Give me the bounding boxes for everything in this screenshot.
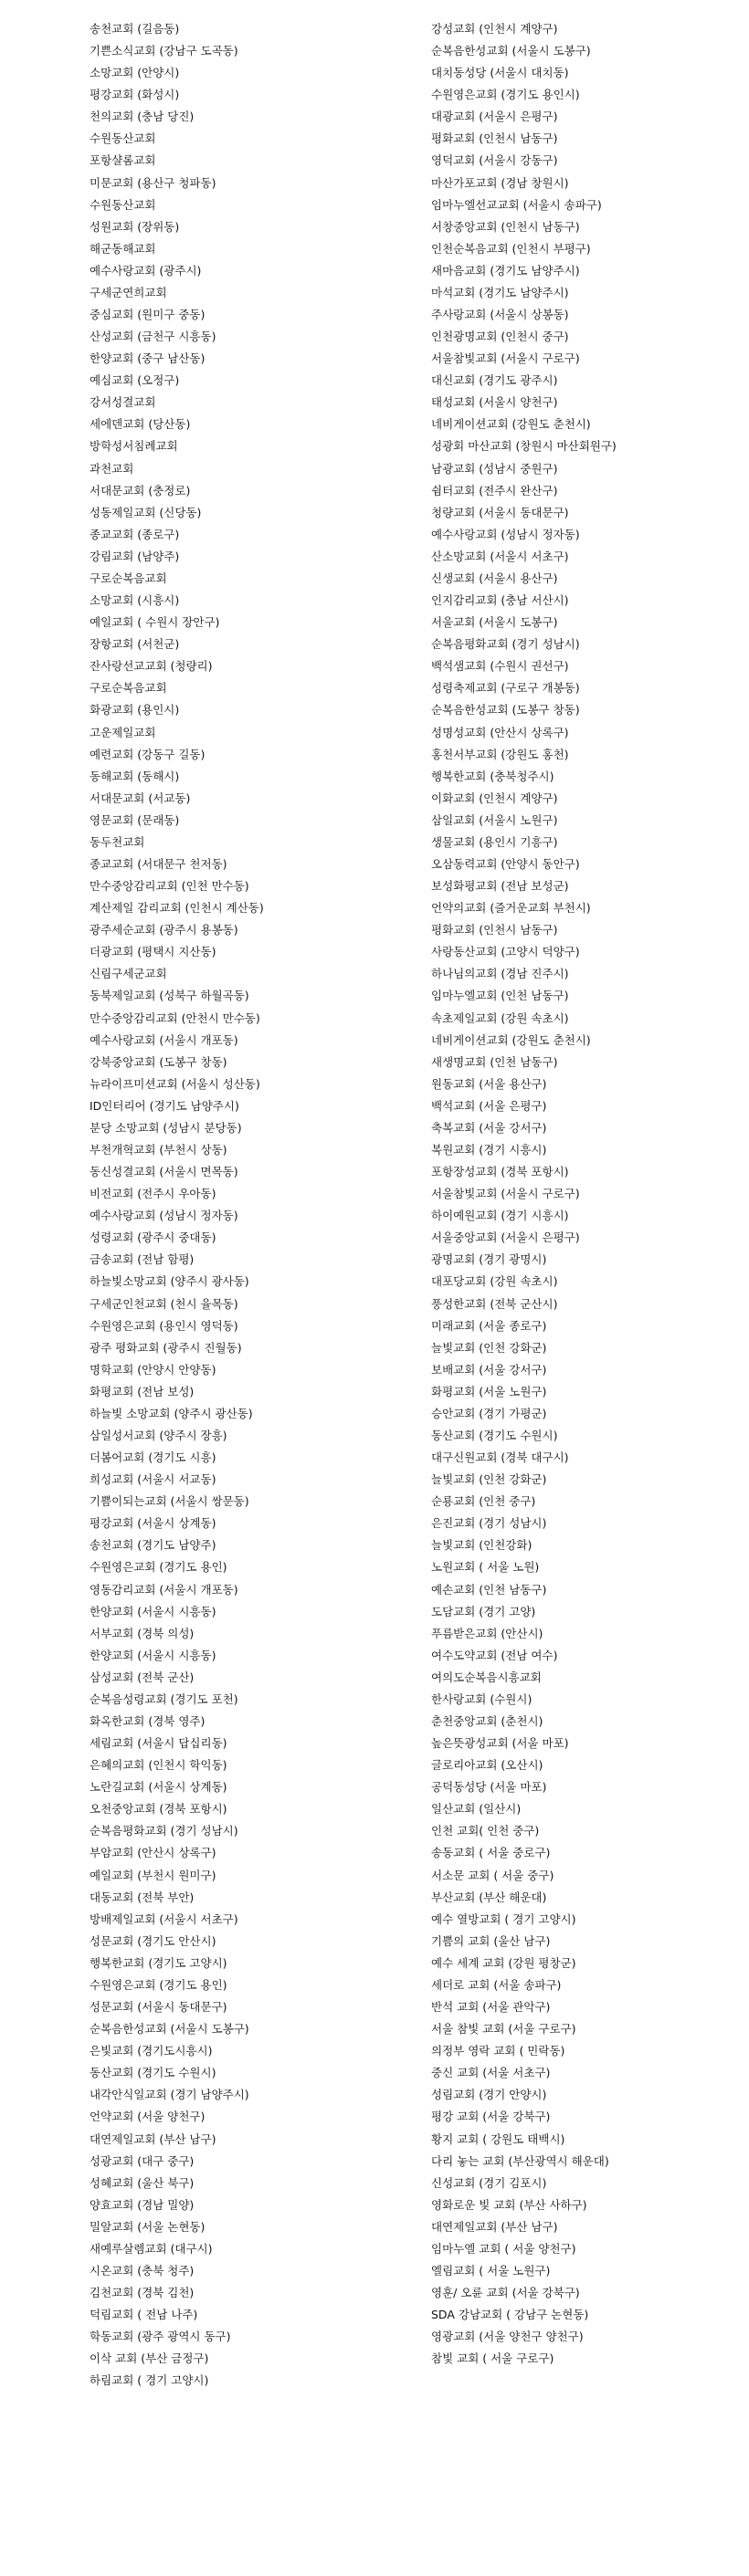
church-list-item: 영동감리교회 (서울시 개포동) — [90, 1582, 238, 1597]
church-list-item: 인지감리교회 (충남 서산시) — [431, 593, 569, 608]
church-list-item: 서부교회 (경북 의성) — [90, 1626, 195, 1640]
church-list-item: 인천순복음교회 (인천시 부평구) — [431, 241, 591, 256]
church-list-item: 성명성교회 (안산시 상록구) — [431, 725, 569, 739]
church-list-item: 한사랑교회 (수원시) — [431, 1691, 533, 1706]
church-list-item: 서소문 교회 ( 서울 중구) — [431, 1868, 554, 1882]
church-list-item: 미문교회 (용산구 청파동) — [90, 175, 216, 190]
church-list-item: 삼성교회 (전북 군산) — [90, 1670, 195, 1684]
church-list-item: 백석교회 (서울 은평구) — [431, 1098, 547, 1113]
church-list-item: 황지 교회 ( 강원도 태백시) — [431, 2131, 565, 2146]
church-list-item: 태성교회 (서울시 양천구) — [431, 395, 558, 410]
church-list-item: 종교교회 (서대문구 천저동) — [90, 856, 227, 871]
church-list-item: 평강 교회 (서울 강북구) — [431, 2110, 551, 2124]
church-list-item: 한양교회 (서울시 시흥동) — [90, 1604, 216, 1618]
church-list-item: 강림교회 (남양주) — [90, 549, 180, 563]
church-list-item: 잔사랑선교교회 (청량리) — [90, 659, 213, 674]
church-list-item: 주사랑교회 (서울시 상봉동) — [431, 308, 569, 322]
church-list-item: 백석샘교회 (수원시 권선구) — [431, 659, 569, 674]
church-list-item: 예손교회 (인천 남동구) — [431, 1582, 547, 1597]
church-list-item: 화평교회 (전남 보성) — [90, 1384, 195, 1398]
church-list-item: 장항교회 (서천군) — [90, 637, 180, 652]
church-list-item: 성문교회 (경기도 안산시) — [90, 1933, 216, 1948]
church-list-item: 시온교회 (충북 청주) — [90, 2263, 195, 2278]
church-list-item: 대신교회 (경기도 광주시) — [431, 373, 558, 388]
church-list-item: 산성교회 (금천구 시흥동) — [90, 330, 216, 344]
church-list-item: 방학성서침례교회 — [90, 439, 178, 454]
church-list-item: 서울교회 (서울시 도봉구) — [431, 615, 558, 630]
church-list-item: 포항샬롬교회 — [90, 153, 156, 168]
church-list-item: 예수사랑교회 (성남시 정자동) — [90, 1209, 238, 1223]
church-list-item: 서대문교회 (충정로) — [90, 483, 191, 497]
church-list-item: 평강교회 (화성시) — [90, 88, 180, 102]
church-list-item: 화광교회 (용인시) — [90, 703, 180, 717]
church-list-item: 소망교회 (안양시) — [90, 66, 180, 80]
church-list-item: 사랑동산교회 (고양시 덕양구) — [431, 945, 580, 959]
church-list-item: 송동교회 ( 서울 중로구) — [431, 1846, 551, 1860]
church-list-item: 비전교회 (전주시 우아동) — [90, 1187, 216, 1201]
church-list-item: 산소망교회 (서울시 서초구) — [431, 549, 569, 563]
church-list-item: 평화교회 (인천시 남동구) — [431, 131, 558, 146]
church-list-item: 예일교회 ( 수원시 장안구) — [90, 615, 220, 630]
church-list-item: 참빛 교회 ( 서울 구로구) — [431, 2351, 554, 2366]
church-list-item: 청량교회 (서울시 동대문구) — [431, 505, 569, 519]
church-list-item: 높은뜻광성교회 (서울 마포) — [431, 1736, 569, 1751]
church-list-item: 은혜의교회 (인천시 학익동) — [90, 1758, 227, 1773]
church-list-item: 대연제일교회 (부산 남구) — [90, 2131, 216, 2146]
church-list-item: 명학교회 (안양시 안양동) — [90, 1362, 216, 1377]
church-list-item: 송천교회 (경기도 남양주) — [90, 1538, 216, 1553]
church-list-item: 강서성결교회 — [90, 395, 156, 410]
church-list-item: 네비게이션교회 (강원도 춘천시) — [431, 417, 591, 432]
church-list-item: 수원영은교회 (경기도 용인) — [90, 1977, 227, 1992]
church-list-item: 부산교회 (부산 해운대) — [431, 1890, 547, 1904]
church-list-item: 강성교회 (인천시 계양구) — [431, 22, 558, 36]
church-list-item: 양효교회 (경남 밀양) — [90, 2197, 195, 2212]
church-list-item: 영광교회 (서울 양천구 양천구) — [431, 2330, 584, 2344]
church-list-item: 순복음한성교회 (서울시 도봉구) — [431, 44, 591, 58]
church-list-item: 대광교회 (서울시 은평구) — [431, 110, 558, 124]
church-list-item: 여의도순복음시흥교회 — [431, 1670, 542, 1684]
church-list-item: 엘림교회 ( 서울 노원구) — [431, 2263, 551, 2278]
church-list-item: 평화교회 (인천시 남동구) — [431, 923, 558, 937]
church-list-item: 서울 참빛 교회 (서울 구로구) — [431, 2022, 576, 2037]
church-list-item: 대동교회 (전북 부안) — [90, 1890, 195, 1904]
church-list-item: 순복음한성교회 (서울시 도봉구) — [90, 2022, 249, 2037]
church-list-item: 광주 평화교회 (광주시 진월동) — [90, 1340, 242, 1355]
church-list-item: 구로순복음교회 — [90, 681, 167, 696]
church-list-item: 영훈/ 오륜 교회 (서울 강북구) — [431, 2286, 580, 2300]
church-list-item: 예수사랑교회 (광주시) — [90, 263, 202, 277]
church-list-item: 분당 소망교회 (성남시 분당동) — [90, 1120, 242, 1135]
church-list-item: 대구신원교회 (경북 대구시) — [431, 1450, 569, 1465]
church-list-item: 수원영은교회 (용인시 영덕동) — [90, 1318, 238, 1333]
church-list-item: 복원교회 (경기 시흥시) — [431, 1142, 547, 1157]
church-list-item: 화평교회 (서울 노원구) — [431, 1384, 547, 1398]
church-list-item: 수원영은교회 (경기도 용인) — [90, 1560, 227, 1575]
church-list-item: 서울참빛교회 (서울시 구로구) — [431, 1187, 580, 1201]
church-list-item: 의정부 영락 교회 ( 민락동) — [431, 2044, 565, 2058]
church-list-item: 기쁜소식교회 (강남구 도곡동) — [90, 44, 238, 58]
church-list-item: 고운제일교회 — [90, 725, 156, 739]
church-list-item: 서울중앙교회 (서울시 은평구) — [431, 1230, 580, 1245]
church-list-item: 성령교회 (광주시 중대동) — [90, 1230, 216, 1245]
church-list-item: 보배교회 (서울 강서구) — [431, 1362, 547, 1377]
church-list-item: 밀알교회 (서울 논현동) — [90, 2219, 206, 2234]
church-list-item: 광주세순교회 (광주시 용봉동) — [90, 923, 238, 937]
church-list-item: 서창중앙교회 (인천시 남동구) — [431, 219, 580, 234]
church-list-item: 마산가포교회 (경남 창원시) — [431, 175, 569, 190]
church-list-item: 오천중앙교회 (경북 포항시) — [90, 1802, 227, 1817]
church-list-item: 속초제일교회 (강원 속초시) — [431, 1011, 569, 1025]
church-list-item: 예수 세계 교회 (강원 평창군) — [431, 1955, 576, 1970]
church-list-item: 홍천서부교회 (강원도 홍천) — [431, 747, 569, 761]
church-list-item: 새마음교회 (경기도 남양주시) — [431, 263, 580, 277]
church-list-item: 공덕동성당 (서울 마포) — [431, 1780, 547, 1795]
church-list-item: 예수 열방교회 ( 경기 고양시) — [431, 1911, 576, 1926]
church-list-item: 언약의교회 (즐거운교회 부천시) — [431, 901, 591, 916]
church-list-item: 해군동해교회 — [90, 241, 156, 256]
church-list-item: 중심교회 (원미구 중동) — [90, 308, 206, 322]
church-list-item: 희성교회 (서울시 서교동) — [90, 1472, 216, 1487]
church-list-item: 중신 교회 (서울 서초구) — [431, 2066, 551, 2080]
church-list-item: 예수사랑교회 (서울시 개포동) — [90, 1032, 238, 1047]
church-list-item: 인천 교회( 인천 중구) — [431, 1824, 540, 1838]
church-list-item: 세림교회 (서울시 답십리동) — [90, 1736, 227, 1751]
church-list-item: 신성교회 (경기 김포시) — [431, 2175, 547, 2190]
church-list-item: 동두천교회 — [90, 834, 145, 849]
church-list-item: 축복교회 (서울 강서구) — [431, 1120, 547, 1135]
church-list-item: 신림구세군교회 — [90, 967, 167, 981]
church-list-item: 임마누엘 교회 ( 서울 양천구) — [431, 2241, 576, 2256]
church-list-item: 송천교회 (길음동) — [90, 22, 180, 36]
church-list-item: 구세군인천교회 (천시 율목동) — [90, 1296, 238, 1311]
church-list-item: 쉼터교회 (전주시 완산구) — [431, 483, 558, 497]
church-list-item: 영덕교회 (서울시 강동구) — [431, 153, 558, 168]
church-list-item: 은빛교회 (경기도시흥시) — [90, 2044, 213, 2058]
church-list-item: 내각안식일교회 (경기 남양주시) — [90, 2088, 249, 2102]
church-list-item: 천의교회 (충남 당진) — [90, 110, 195, 124]
church-list-item: 하나님의교회 (경남 진주시) — [431, 967, 569, 981]
church-list-item: 영화로운 빛 교회 (부산 사하구) — [431, 2197, 587, 2212]
church-list-item: 생물교회 (용인시 기흥구) — [431, 834, 558, 849]
church-list-item: 성혜교회 (울산 북구) — [90, 2175, 195, 2190]
church-list-item: 원동교회 (서울 용산구) — [431, 1076, 547, 1091]
church-list-item: 부천개혁교회 (부천시 상동) — [90, 1142, 227, 1157]
church-list-item: ID인터리어 (경기도 남양주시) — [90, 1098, 239, 1113]
church-list-item: 푸름받은교회 (안산시) — [431, 1626, 543, 1640]
church-list-item: 서대문교회 (서교동) — [90, 791, 191, 805]
church-list-item: 노란길교회 (서울시 상계동) — [90, 1780, 227, 1795]
church-list-item: 한양교회 (서울시 시흥동) — [90, 1648, 216, 1662]
church-list-item: 미래교회 (서울 종로구) — [431, 1318, 547, 1333]
church-list-item: 세더로 교회 (서울 송파구) — [431, 1977, 562, 1992]
church-list-item: 순복음한성교회 (도봉구 창동) — [431, 703, 580, 717]
church-list-item: 계산제일 감리교회 (인천시 계산동) — [90, 901, 264, 916]
church-list-item: 순복음평화교회 (경기 성남시) — [90, 1824, 238, 1838]
church-list-item: 더광교회 (평택시 지산동) — [90, 945, 216, 959]
church-list-item: 예수사랑교회 (성남시 정자동) — [431, 527, 580, 541]
church-list-item: 만수중앙감리교회 (인천 만수동) — [90, 879, 249, 894]
church-list-item: 네비게이션교회 (강원도 춘천시) — [431, 1032, 591, 1047]
church-list-item: 임마누엘선교교회 (서울시 송파구) — [431, 197, 602, 212]
church-list-item: 성림교회 (경기 안양시) — [431, 2088, 547, 2102]
church-list-item: 다리 놓는 교회 (부산광역시 해운대) — [431, 2153, 609, 2168]
church-list-item: 하늘빛소망교회 (양주시 광사동) — [90, 1274, 249, 1289]
church-list-item: 동북제일교회 (성북구 하월곡동) — [90, 989, 249, 1003]
church-list-item: 과천교회 — [90, 461, 134, 476]
right-church-column — [431, 18, 742, 2370]
church-list-item: 예련교회 (강동구 길동) — [90, 747, 206, 761]
church-list-item: 마석교회 (경기도 남양주시) — [431, 285, 569, 299]
church-list-item: 성원교회 (장위동) — [90, 219, 180, 234]
church-list-item: 노원교회 ( 서울 노원) — [431, 1560, 540, 1575]
church-list-item: 이화교회 (인천시 계양구) — [431, 791, 558, 805]
church-list-item: 성동제일교회 (신당동) — [90, 505, 202, 519]
church-list-item: 성문교회 (서울시 동대문구) — [90, 2000, 227, 2015]
church-list-item: 기쁨의 교회 (울산 남구) — [431, 1933, 551, 1948]
church-list-item: 종교교회 (종로구) — [90, 527, 180, 541]
church-list-item: 춘천중앙교회 (춘천시) — [431, 1714, 543, 1729]
church-list-item: 기쁨이되는교회 (서울시 쌍문동) — [90, 1494, 249, 1509]
church-list-item: 더봄어교회 (경기도 시흥) — [90, 1450, 216, 1465]
church-list-item: 소망교회 (시흥시) — [90, 593, 180, 608]
church-list-item: 예심교회 (오정구) — [90, 373, 180, 388]
church-list-item: 늘빛교회 (인천 강화군) — [431, 1472, 547, 1487]
church-list-item: 언약교회 (서울 양천구) — [90, 2110, 206, 2124]
church-list-item: 행복한교회 (충북청주시) — [431, 769, 554, 783]
church-list-item: 삼일성서교회 (양주시 장흥) — [90, 1429, 227, 1442]
church-list-item: 방배제일교회 (서울시 서초구) — [90, 1911, 238, 1926]
church-list-item: 인천광명교회 (인천시 중구) — [431, 330, 569, 344]
church-list-item: 만수중앙감리교회 (안천시 만수동) — [90, 1011, 260, 1025]
church-list-item: 도담교회 (경기 고양) — [431, 1604, 536, 1618]
church-list-item: 대연제일교회 (부산 남구) — [431, 2219, 558, 2234]
church-list-item: 일산교회 (일산시) — [431, 1802, 522, 1817]
church-list-item: 늘빛교회 (인천 강화군) — [431, 1340, 547, 1355]
church-list-item: 하늘빛 소망교회 (양주시 광산동) — [90, 1406, 253, 1420]
church-list-item: 반석 교회 (서울 관악구) — [431, 2000, 551, 2015]
church-list-item: 행복한교회 (경기도 고양시) — [90, 1955, 227, 1970]
church-list-item: 새생명교회 (인천 남동구) — [431, 1054, 558, 1069]
church-list-item: 동산교회 (경기도 수원시) — [431, 1429, 558, 1442]
church-list-item: 이삭 교회 (부산 금정구) — [90, 2351, 209, 2366]
church-list-item: 신생교회 (서울시 용산구) — [431, 571, 558, 585]
church-list-item: 예일교회 (부천시 원미구) — [90, 1868, 216, 1882]
church-list-item: 성광교회 (대구 중구) — [90, 2153, 195, 2168]
church-list-item: 대치동성당 (서울시 대치동) — [431, 66, 569, 80]
church-list-item: 승안교회 (경기 가평군) — [431, 1406, 547, 1420]
church-list-item: 대포당교회 (강원 속초시) — [431, 1274, 558, 1289]
church-list-item: SDA 강남교회 ( 강남구 논현동) — [431, 2308, 589, 2322]
church-list-item: 오삼동력교회 (안양시 동안구) — [431, 856, 580, 871]
church-list-item: 삼일교회 (서울시 노원구) — [431, 812, 558, 827]
church-list-item: 동해교회 (동해시) — [90, 769, 180, 783]
church-list-item: 한양교회 (중구 남산동) — [90, 351, 206, 366]
church-list-item: 풍성한교회 (전북 군산시) — [431, 1296, 558, 1311]
church-list-item: 평강교회 (서울시 상계동) — [90, 1516, 216, 1531]
church-list-item: 금송교회 (전남 함평) — [90, 1252, 195, 1267]
church-list-item: 강북중앙교회 (도봉구 창동) — [90, 1054, 227, 1069]
church-list-item: 여수도약교회 (전남 여수) — [431, 1648, 558, 1662]
church-list-item: 덕림교회 ( 전남 나주) — [90, 2308, 198, 2322]
church-list-item: 순복음성령교회 (경기도 포천) — [90, 1691, 238, 1706]
church-list-item: 뉴라이프미션교회 (서울시 성산동) — [90, 1076, 260, 1091]
church-list-item: 동신성결교회 (서울시 면목동) — [90, 1165, 238, 1179]
church-list-item: 세에덴교회 (당산동) — [90, 417, 191, 432]
church-list-item: 구로순복음교회 — [90, 571, 167, 585]
church-list-item: 남광교회 (성남시 중원구) — [431, 461, 558, 476]
church-list-item: 임마누엘교회 (인천 남동구) — [431, 989, 569, 1003]
church-list-item: 구세군연희교회 — [90, 285, 167, 299]
church-list-item: 은진교회 (경기 성남시) — [431, 1516, 547, 1531]
church-list-item: 새예루살렘교회 (대구시) — [90, 2241, 213, 2256]
church-list-item: 포항장성교회 (경북 포항시) — [431, 1165, 569, 1179]
church-list-item: 수원동산교회 — [90, 197, 156, 212]
church-list-item: 영문교회 (문래동) — [90, 812, 180, 827]
church-list-item: 화옥한교회 (경북 영주) — [90, 1714, 206, 1729]
church-list-item: 성광회 마산교회 (창원시 마산회원구) — [431, 439, 617, 454]
church-list-item: 순룡교회 (인천 중구) — [431, 1494, 536, 1509]
church-list-item: 수원영은교회 (경기도 용인시) — [431, 88, 580, 102]
church-list-item: 하림교회 ( 경기 고양시) — [90, 2373, 209, 2388]
church-list-item: 늘빛교회 (인천강화) — [431, 1538, 533, 1553]
church-list-item: 부암교회 (안산시 상록구) — [90, 1846, 216, 1860]
church-list-item: 순복음평화교회 (경기 성남시) — [431, 637, 580, 652]
church-list-item: 동산교회 (경기도 수원시) — [90, 2066, 216, 2080]
church-list-item: 광명교회 (경기 광명시) — [431, 1252, 547, 1267]
left-church-column — [90, 18, 418, 2392]
church-list-item: 김천교회 (경북 김천) — [90, 2286, 195, 2300]
church-list-item: 성령축제교회 (구로구 개봉동) — [431, 681, 580, 696]
church-list-item: 하이예원교회 (경기 시흥시) — [431, 1209, 569, 1223]
church-list-item: 서울참빛교회 (서울시 구로구) — [431, 351, 580, 366]
church-list-item: 글로리아교회 (오산시) — [431, 1758, 543, 1773]
church-list-item: 보성화평교회 (전남 보성군) — [431, 879, 569, 894]
church-list-item: 수원동산교회 — [90, 131, 156, 146]
church-list-item: 학동교회 (광주 광역시 동구) — [90, 2330, 231, 2344]
